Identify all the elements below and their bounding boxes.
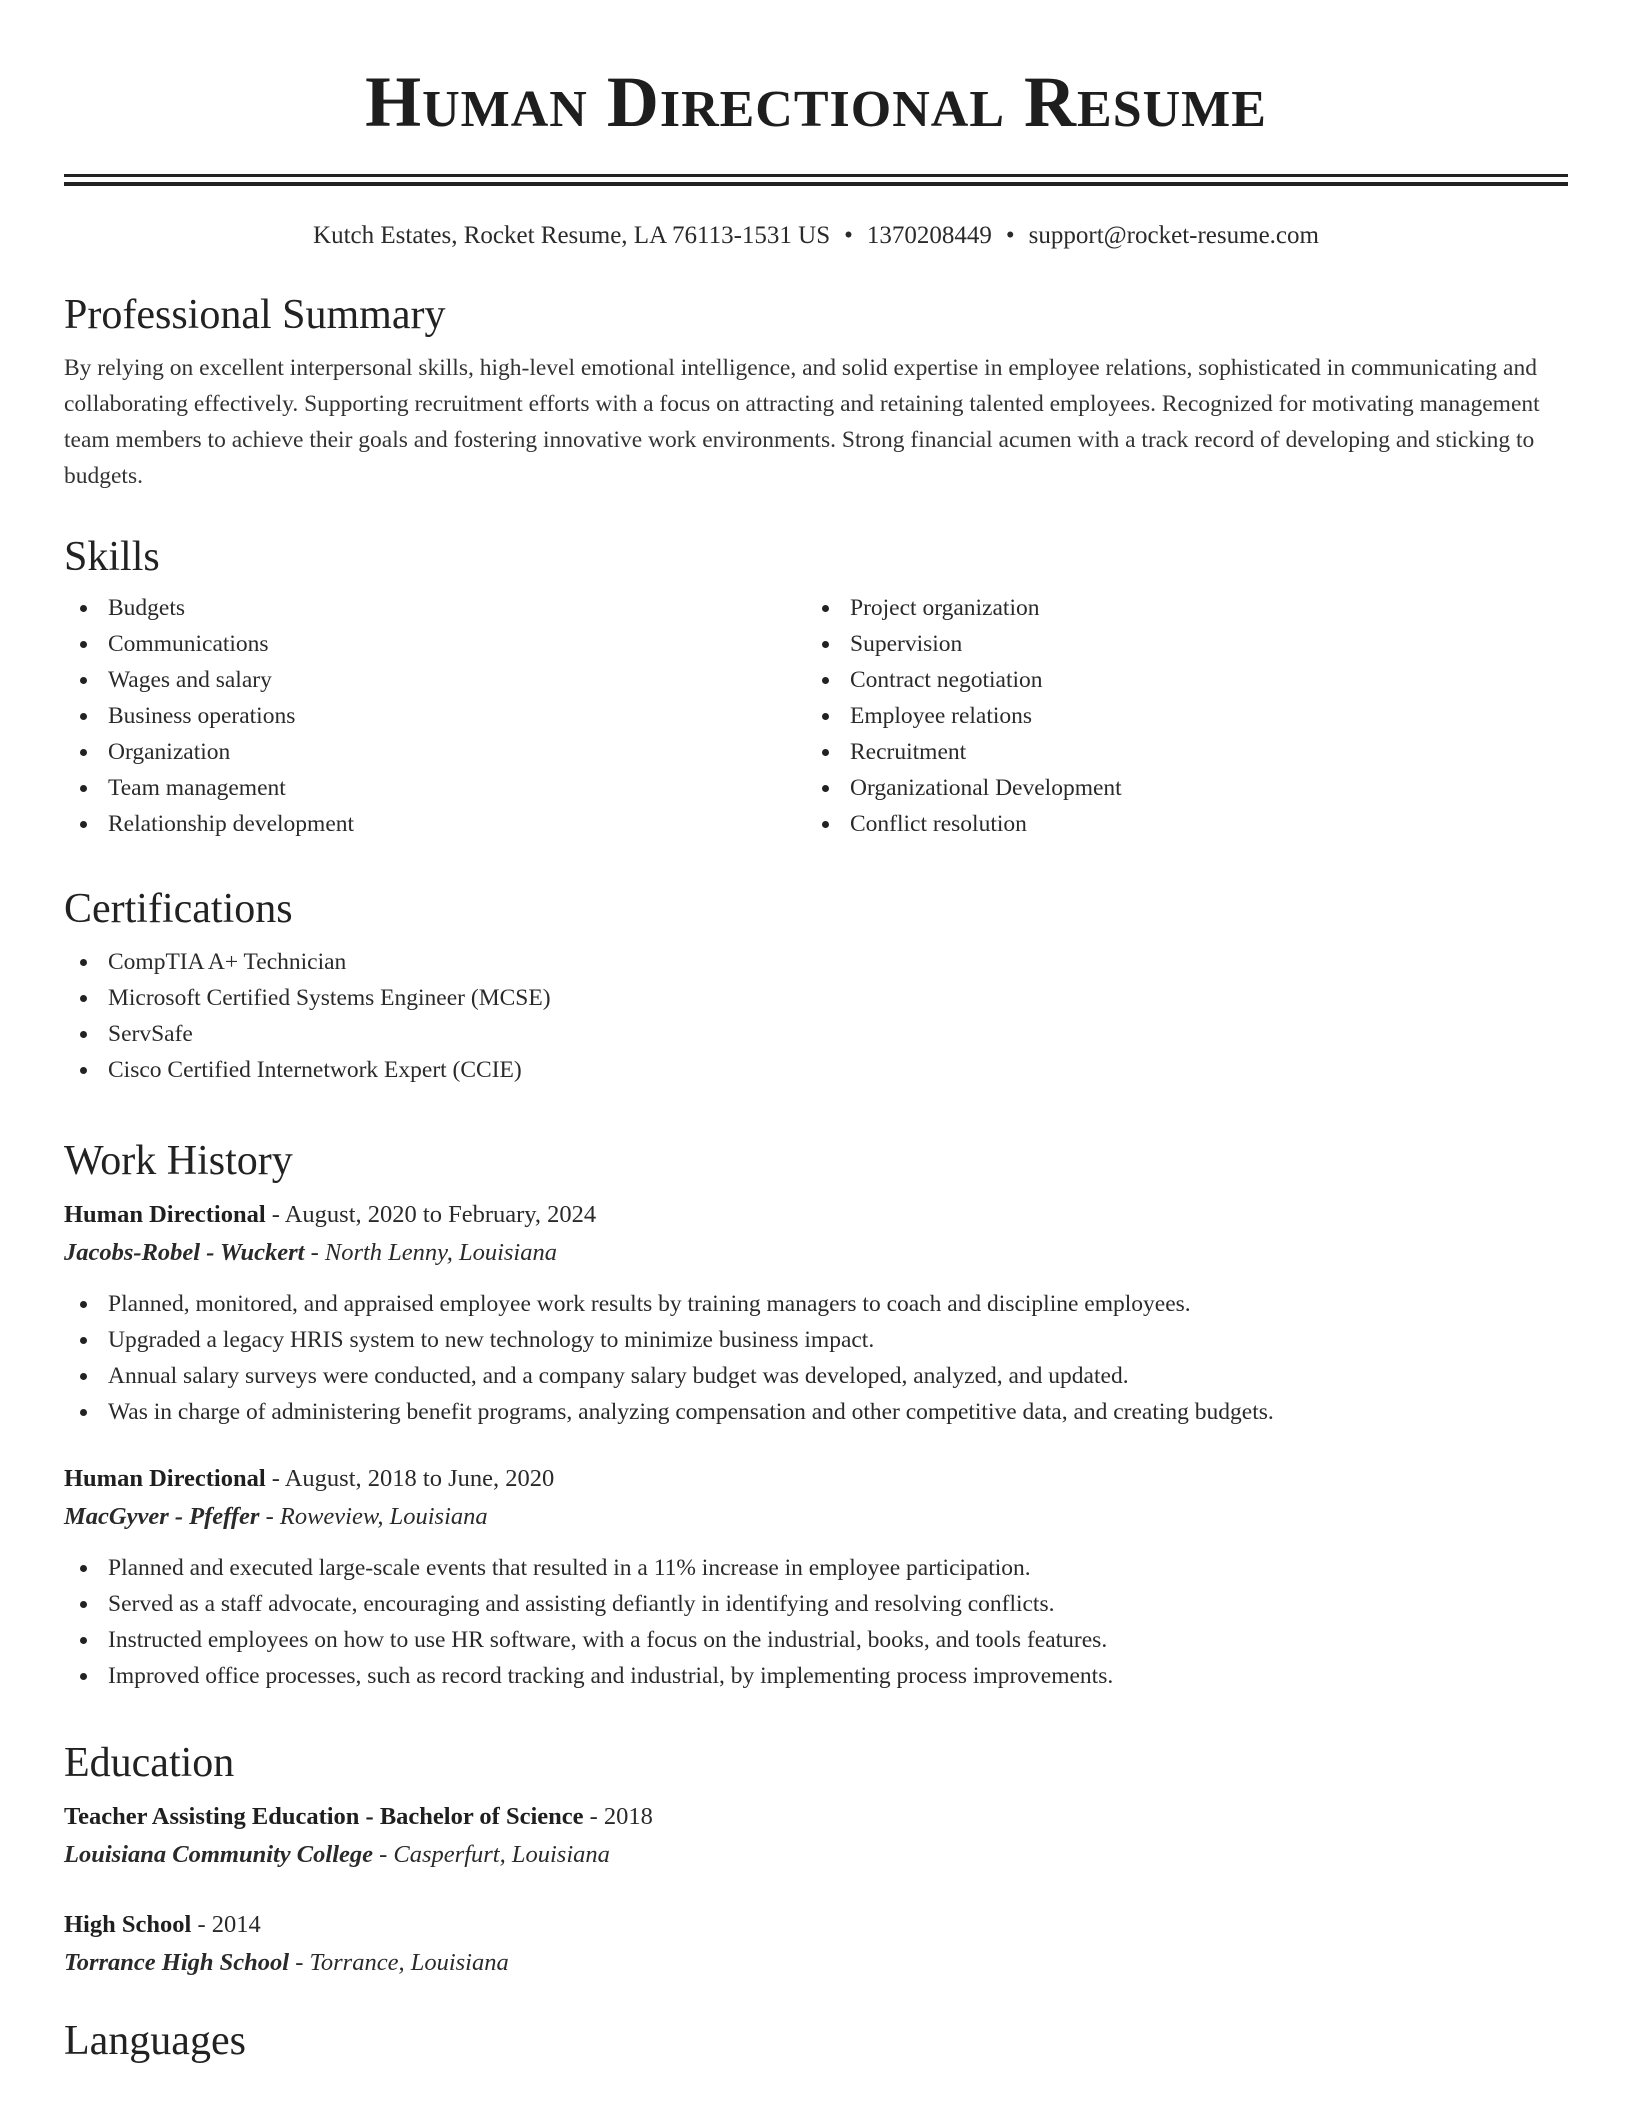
resume-page <box>64 0 1568 2064</box>
job-title: Human Directional <box>64 1201 266 1228</box>
title-initial: R <box>1024 62 1078 142</box>
skills-list-right <box>806 590 1548 842</box>
certifications-list <box>64 944 1568 1088</box>
email: support@rocket-resume.com <box>1028 222 1319 249</box>
list-item: Relationship development <box>64 806 806 842</box>
company-name: Jacobs-Robel - Wuckert <box>64 1239 305 1266</box>
degree: Teacher Assisting Education - Bachelor of Science <box>64 1803 584 1830</box>
list-item: Project organization <box>806 590 1548 626</box>
school-location: - Casperfurt, Louisiana <box>373 1841 610 1868</box>
section-heading: Certifications <box>64 886 293 932</box>
skills-section <box>64 532 1568 842</box>
school-name: Louisiana Community College <box>64 1841 374 1868</box>
languages-section <box>64 2016 1568 2066</box>
company-name: MacGyver - Pfeffer <box>64 1503 260 1530</box>
address: Kutch Estates, Rocket Resume, LA 76113-1531 US <box>313 222 831 249</box>
job-bullets <box>64 1550 1568 1694</box>
section-heading: Languages <box>64 2018 246 2064</box>
list-item: Contract negotiation <box>806 662 1548 698</box>
header-divider <box>64 182 1568 186</box>
list-item: Business operations <box>64 698 806 734</box>
list-item: Annual salary surveys were conducted, and a company salary budget was developed, analyzed, and updated. <box>64 1358 1568 1394</box>
list-item: Instructed employees on how to use HR software, with a focus on the industrial, books, and tools features. <box>64 1622 1568 1658</box>
education-entry <box>64 1798 1568 1874</box>
job-entry <box>64 1460 1568 1694</box>
list-item: Improved office processes, such as record tracking and industrial, by implementing process improvements. <box>64 1658 1568 1694</box>
title-rest: IRECTIONAL <box>659 81 1006 138</box>
school-location: - Torrance, Louisiana <box>289 1949 509 1976</box>
separator: • <box>844 222 853 249</box>
job-location: - Roweview, Louisiana <box>259 1503 488 1530</box>
list-item: Organization <box>64 734 806 770</box>
section-heading: Skills <box>64 534 160 580</box>
job-dates: - August, 2020 to February, 2024 <box>265 1201 597 1228</box>
summary-section <box>64 290 1568 494</box>
work-history-section <box>64 1136 1568 1694</box>
job-location: - North Lenny, Louisiana <box>304 1239 557 1266</box>
list-item: Budgets <box>64 590 806 626</box>
education-entry <box>64 1906 1568 1982</box>
skills-list-left <box>64 590 806 842</box>
graduation-year: - 2014 <box>191 1911 261 1938</box>
list-item: Planned and executed large-scale events that resulted in a 11% increase in employee participation. <box>64 1550 1568 1586</box>
education-section <box>64 1738 1568 1982</box>
list-item: Planned, monitored, and appraised employee work results by training managers to coach and discipline employees. <box>64 1286 1568 1322</box>
list-item: Upgraded a legacy HRIS system to new technology to minimize business impact. <box>64 1322 1568 1358</box>
job-entry <box>64 1196 1568 1430</box>
list-item: CompTIA A+ Technician <box>64 944 1568 980</box>
list-item: Conflict resolution <box>806 806 1548 842</box>
job-title: Human Directional <box>64 1465 266 1492</box>
list-item: Cisco Certified Internetwork Expert (CCIE) <box>64 1052 1568 1088</box>
list-item: Wages and salary <box>64 662 806 698</box>
title-rest: ESUME <box>1077 81 1267 138</box>
section-heading: Education <box>64 1740 235 1786</box>
list-item: Organizational Development <box>806 770 1548 806</box>
list-item: Employee relations <box>806 698 1548 734</box>
title-rest: UMAN <box>422 81 588 138</box>
list-item: Recruitment <box>806 734 1548 770</box>
list-item: Supervision <box>806 626 1548 662</box>
separator: • <box>1005 222 1015 249</box>
title-initial: H <box>365 62 423 142</box>
certifications-section <box>64 884 1568 1088</box>
degree: High School <box>64 1911 192 1938</box>
list-item: Microsoft Certified Systems Engineer (MCSE) <box>64 980 1568 1016</box>
job-dates: - August, 2018 to June, 2020 <box>265 1465 555 1492</box>
list-item: ServSafe <box>64 1016 1568 1052</box>
phone: 1370208449 <box>866 222 992 249</box>
summary-text: By relying on excellent interpersonal skills, high-level emotional intelligence, and solid expertise in employee relations, sophisticated in communicating and collaborating effectively. Supporting recruitment efforts with a focus on attracting and retaining talented employees. Recognized for motivating management team members to achieve their goals and fostering innovative work environments. Strong financial acumen with a track record of developing and sticking to budgets. <box>64 355 1540 489</box>
header-divider <box>64 174 1568 177</box>
section-heading: Professional Summary <box>64 292 446 338</box>
list-item: Communications <box>64 626 806 662</box>
job-bullets <box>64 1286 1568 1430</box>
school-name: Torrance High School <box>64 1949 290 1976</box>
contact-line <box>64 220 1568 252</box>
resume-title <box>64 60 1568 152</box>
section-heading: Work History <box>64 1138 293 1184</box>
title-initial: D <box>606 62 660 142</box>
graduation-year: - 2018 <box>583 1803 653 1830</box>
list-item: Team management <box>64 770 806 806</box>
list-item: Served as a staff advocate, encouraging and assisting defiantly in identifying and resolving conflicts. <box>64 1586 1568 1622</box>
list-item: Was in charge of administering benefit programs, analyzing compensation and other competitive data, and creating budgets. <box>64 1394 1568 1430</box>
